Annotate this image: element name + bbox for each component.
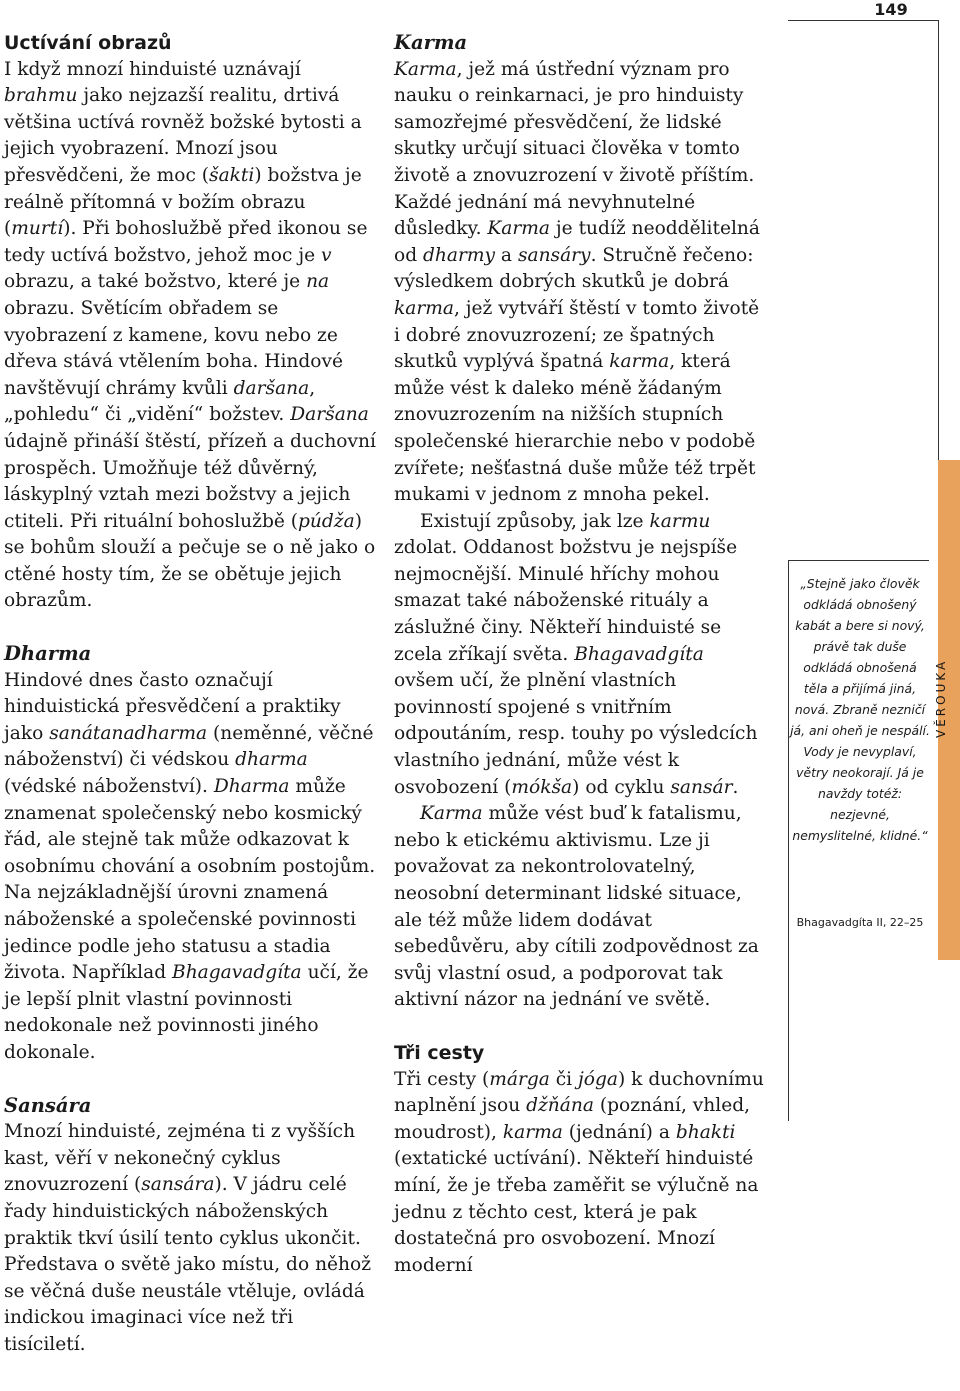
section-heading: Sansára	[4, 1093, 92, 1117]
text: (extatické uctívání). Někteří hinduisté míní, že je třeba zaměřit se výlučně na jednu z těchto cest, která je pak dostatečná pro osvobození. Mnozí moderní	[394, 1148, 759, 1276]
spacer	[4, 1067, 376, 1093]
paragraph	[394, 57, 768, 509]
page-number: 149	[874, 0, 908, 19]
term: džňána	[526, 1095, 594, 1117]
text: Tři cesty (	[394, 1068, 490, 1090]
section-heading: Karma	[394, 31, 468, 54]
term: sanátanadharma	[49, 722, 208, 744]
left-column	[4, 30, 376, 1359]
text: Mnozí hinduisté, zejména ti z vyšších kast, věří v nekonečný cyklus znovuzrození (	[4, 1121, 356, 1196]
text: , jež má ústřední význam pro nauku o reinkarnaci, je pro hinduisty samozřejmé přesvědčení, že lidské skutky určují situaci člověka v tomto životě a znovuzrození v životě příštím. Každé jednání má nevyhnutelné důsledky.	[394, 58, 755, 240]
term: sansár	[670, 776, 733, 798]
sidebar-quote: „Stejně jako člověk odkládá obnošený kabát a bere si nový, právě tak duše odkládá obnošená těla a přijímá jiná, nová. Zbraně nezničí já, ani oheň je nespálí. Vody je nevyplaví, větry neokorají. Já je navždy totéž: nezjevné, nemyslitelné, klidné.“	[790, 576, 930, 843]
section-heading: Uctívání obrazů	[4, 32, 172, 54]
text: I když mnozí hinduisté uznávají	[4, 58, 301, 80]
text: je tudíž neoddělitelná od	[394, 218, 760, 266]
term: jóga	[578, 1068, 618, 1090]
text: (védské náboženství).	[4, 776, 214, 798]
text: .	[732, 776, 739, 798]
term: Karma	[420, 803, 483, 825]
term: sansára	[141, 1174, 215, 1196]
text: ) k duchovnímu naplnění jsou	[394, 1068, 764, 1117]
text: obrazu, a také božstvo, které je	[4, 271, 307, 293]
quote-source: Bhagavadgíta II, 22–25	[796, 916, 924, 929]
text: ) božstva je reálně přítomná v božím obrazu (	[4, 164, 362, 240]
paragraph	[394, 509, 768, 802]
term: na	[306, 271, 330, 293]
text: obrazu. Světícím obřadem se vyobrazení z kamene, kovu nebo ze dřeva stává vtělením boha. Hindové navštěvují chrámy kvůli	[4, 297, 344, 399]
term: Karma	[487, 218, 550, 240]
term: dharma	[235, 749, 308, 771]
margin-rule	[938, 20, 939, 460]
text: či	[549, 1068, 579, 1090]
section-tab-label: VĚROUKA	[934, 658, 948, 738]
text: ovšem učí, že plnění vlastních povinností spojené s vnitřním odpoutáním, resp. touhy po výsledcích vlastního jednání, může vést k osvobození (	[394, 670, 758, 798]
header-rule	[788, 20, 939, 21]
term: bhakti	[675, 1121, 736, 1143]
text: může znamenat společenský nebo kosmický řád, ale stejně tak může odkazovat k osobnímu chování a osobním postojům. Na nejzákladnější úrovni znamená náboženské a společenské povinnosti jedince podle jeho statusu a stadia života. Například	[4, 776, 376, 984]
text: (poznání, vhled, moudrost),	[394, 1095, 751, 1143]
section-heading: Dharma	[4, 642, 92, 666]
term: karma	[394, 297, 454, 319]
paragraph	[4, 1119, 376, 1358]
term: dharmy	[423, 244, 496, 266]
term: Daršana	[290, 404, 369, 426]
term: Bhagavadgíta	[574, 643, 704, 665]
text: ). V jádru celé řady hinduistických náboženských praktik tkví úsilí tento cyklus ukončit. Představa o světě jako místu, do něhož se věčná duše neustále vtěluje, ovládá indickou imaginaci více než tři tisíciletí.	[4, 1174, 372, 1355]
term: karmu	[649, 510, 711, 532]
text: . Stručně řečeno: výsledkem dobrých skutků je dobrá	[394, 244, 754, 293]
section-karma	[394, 30, 768, 1014]
paragraph	[4, 57, 376, 615]
text: (neměnné, věčné náboženství) či védskou	[4, 722, 374, 771]
text: , která může vést k daleko méně žádaným znovuzrozením na nižších stupních společenské hierarchie nebo v podobě zvířete; nešťastná duše může též trpět mukami v jednom z mnoha pekel.	[394, 351, 756, 506]
term: Bhagavadgíta	[172, 962, 302, 984]
section-dharma	[4, 641, 376, 1067]
paragraph	[394, 801, 768, 1014]
text: , jež vytváří štěstí v tomto životě i dobré znovuzrození; ze špatných skutků vyplývá špatná	[394, 297, 760, 373]
section-tri-cesty	[394, 1040, 768, 1279]
text: a	[495, 244, 518, 266]
middle-column	[394, 30, 768, 1279]
term: murtí	[11, 218, 64, 240]
term: daršana	[233, 377, 310, 399]
paragraph	[4, 668, 376, 1067]
term: brahmu	[4, 85, 78, 107]
text: (jednání) a	[562, 1121, 676, 1143]
term: mókša	[511, 776, 573, 798]
term: karma	[502, 1121, 563, 1143]
text: učí, že je lepší plnit vlastní povinnosti nedokonale než povinnosti jiného dokonale.	[4, 962, 369, 1063]
text: jako nejzazší realitu, drtivá většina uctívá rovněž božské bytosti a jejich vyobrazení. Mnozí jsou přesvědčeni, že moc (	[4, 85, 362, 186]
paragraph	[394, 1067, 768, 1280]
text: Hindové dnes často označují hinduistická přesvědčení a praktiky jako	[4, 669, 341, 744]
term: púdža	[298, 510, 355, 532]
text: ) se bohům slouží a pečuje se o ně jako o ctěné hosty tím, že se obětuje jejich obrazům.	[4, 510, 376, 612]
term: Dharma	[213, 776, 290, 798]
section-sansara	[4, 1093, 376, 1359]
section-heading: Tři cesty	[394, 1041, 485, 1064]
text: zdolat. Oddanost božstvu je nejspíše nejmocnější. Minulé hříchy mohou smazat také náboženské rituály a záslužné činy. Někteří hinduisté se zcela zříkají světa.	[394, 537, 738, 665]
term: šakti	[209, 164, 255, 186]
text: údajně přináší štěstí, přízeň a duchovní prospěch. Umožňuje též důvěrný, láskyplný vztah mezi božstvy a jejich ctiteli. Při rituální bohoslužbě (	[4, 430, 376, 532]
spacer	[394, 1014, 768, 1040]
text: ). Při bohoslužbě před ikonou se tedy uctívá božstvo, jehož moc je	[4, 218, 368, 266]
term: v	[321, 244, 332, 266]
term: márga	[489, 1068, 550, 1090]
text: ) od cyklu	[572, 776, 671, 798]
term: Karma	[394, 58, 457, 80]
text: může vést buď k fatalismu, nebo k etickému aktivismu. Lze ji považovat za nekontrolovatelný, neosobní determinant lidské situace, ale též může lidem dodávat sebedůvěru, aby cítili zodpovědnost za svůj vlastní osud, a podporovat tak aktivní názor na jednání ve světě.	[394, 803, 759, 1011]
section-uctivani-obrazu	[4, 30, 376, 615]
term: karma	[609, 351, 670, 373]
text: Existují způsoby, jak lze	[420, 510, 650, 532]
spacer	[4, 615, 376, 641]
text: , „pohledu“ či „vidění“ božstev.	[4, 377, 316, 426]
term: sansáry	[517, 244, 591, 266]
